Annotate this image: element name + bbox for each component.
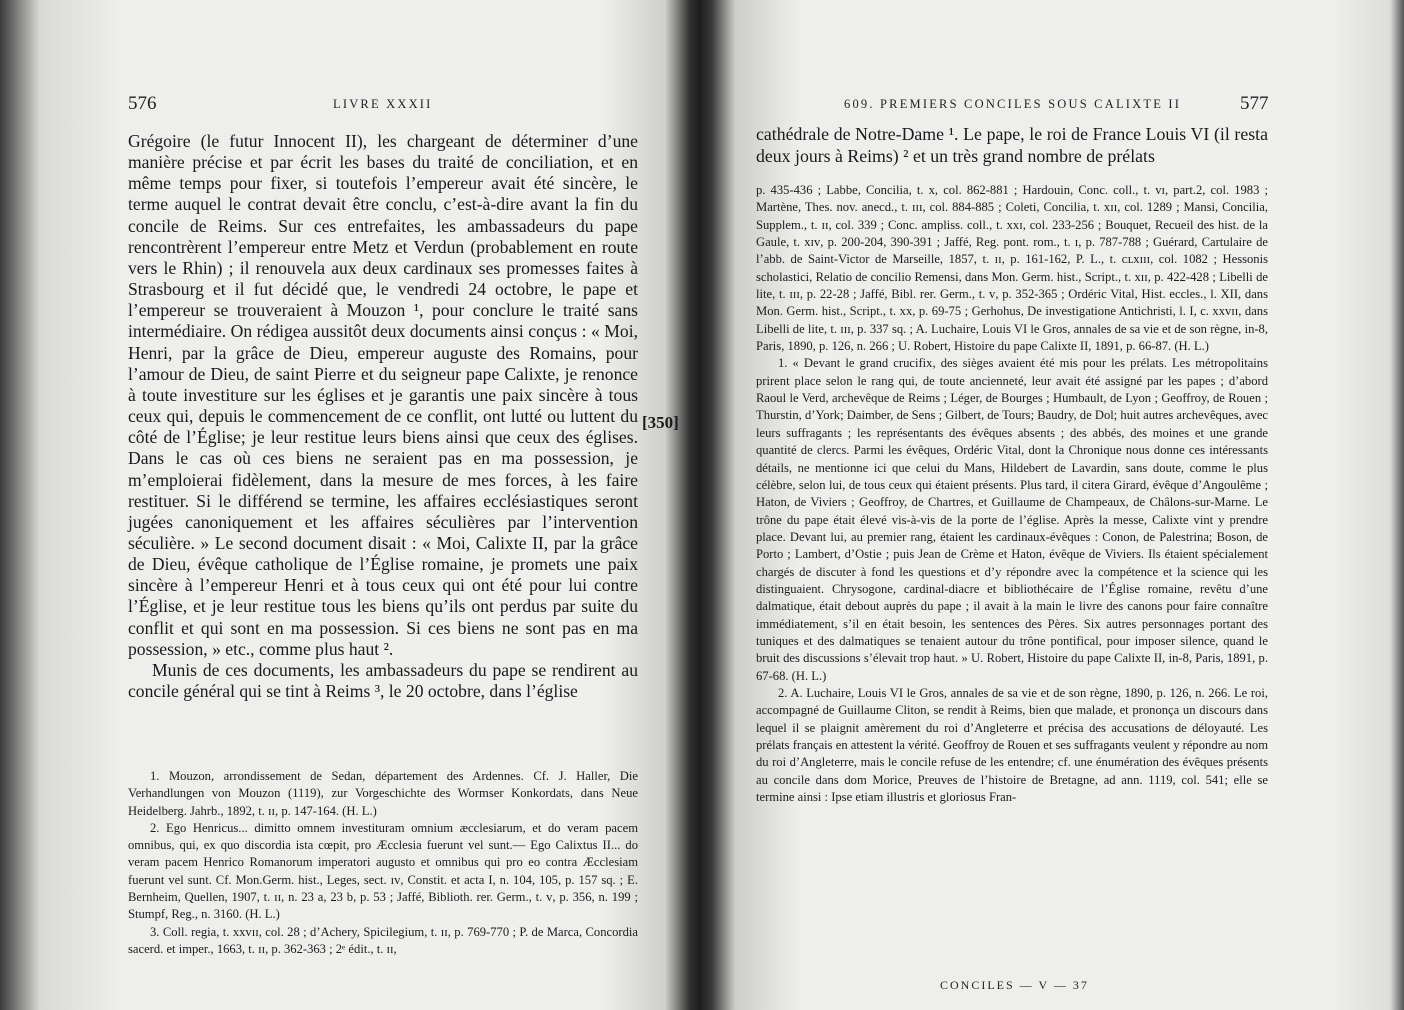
page-number: 577 (1240, 93, 1269, 114)
footnote: 1. « Devant le grand crucifix, des sièges avaient été mis pour les prélats. Les métropolitains prirent place selon le rang qui, de toute ancienneté, leur avait été assigné par les papes ; d’abord Raoul le Verd, archevêque de Reims ; Léger, de Bourges ; Humbault, de Lyon ; Geoffroy, de Rouen ; Thurstin, d’York; Daimber, de Sens ; Gilbert, de Tours; Baudry, de Dol; huit autres archevêques, avec leurs suffragants ; les représentants des évêques absents ; des abbés, des moines et une grande quantité de clercs. Parmi les évêques, Ordéric Vital, dont la Chronique nous donne ces intéressants détails, ne mentionne ici que celui du Mans, Hildebert de Lavardin, sans doute, comme le plus célèbre, selon lui, de tous ceux qui étaient présents. Plus tard, il citera Girard, évêque d’Angoulême ; Haton, de Viviers ; Geoffroy, de Chartres, et Guillaume de Champeaux, de Châlons-sur-Marne. Le trône du pape était élevé vis-à-vis de la porte de l’église. Après la messe, Calixte vint y prendre place. Devant lui, au premier rang, étaient les cardinaux-évêques : Conon, de Palestrina; Boson, de Porto ; Lambert, d’Ostie ; puis Jean de Crème et Haton, évêque de Viviers. Ils étaient spécialement chargés de discuter à fond les questions et d’y répondre avec la compétence et la science qui les distinguaient. Chrysogone, cardinal-diacre et bibliothécaire de l’Église romaine, revêtu d’une dalmatique, était debout auprès du pape ; il avait à la main le livre des canons pour faire connaître immédiatement, s’il en était besoin, les sentences des Pères. Six autres personnages portant des tuniques et des dalmatiques se tenaient autour du trône pontifical, pour imposer silence, quand le bruit des discussions s’élevait trop haut. » U. Robert, Histoire du pape Calixte II, in-8, Paris, 1891, p. 67-68. (H. L.) (756, 356, 1268, 683)
main-text (756, 124, 1268, 167)
running-head: LIVRE XXXII (333, 97, 433, 111)
paragraph: Munis de ces documents, les ambassadeurs du pape se rendirent au concile général qui se tint à Reims ³, le 20 octobre, dans l’église (128, 659, 638, 702)
right-page (712, 0, 1404, 1010)
paragraph: Grégoire (le futur Innocent II), les chargeant de déterminer d’une manière précise et par écrit les bases du traité de conciliation, et en même temps pour fixer, si toutefois l’empereur avait été sincère, le terme auquel le contrat devait être conclu, c’est-à-dire avant la fin du concile de Reims. Sur ces entrefaites, les ambassadeurs du pape rencontrèrent l’empereur entre Metz et Verdun (probablement en route vers le Rhin) ; il renouvela aux deux cardinaux ses promesses faites à Strasbourg et il fut décidé que, le vendredi 24 octobre, le pape et l’empereur se trouveraient à Mouzon ¹, pour conclure le traité sans intermédiaire. On rédigea aussitôt deux documents ainsi conçus : « Moi, Henri, par la grâce de Dieu, empereur auguste des Romains, pour l’amour de Dieu, de saint Pierre et du seigneur pape Calixte, je renonce à toute investiture sur les églises et je garantis une paix sincère à tous ceux qui, depuis le commencement de ce conflit, ont lutté ou luttent du côté de l’Église; je leur restitue leurs biens ainsi que ceux des églises. Dans le cas où ces biens ne seraient pas en ma possession, je m’emploierai fidèlement, dans la mesure de mes forces, à les faire restituer. Si le différend se termine, les affaires ecclésiastiques seront jugées canoniquement et les affaires séculières par l’intervention séculière. » Le second document disait : « Moi, Calixte II, par la grâce de Dieu, évêque catholique de l’Église romaine, je promets une paix sincère à l’empereur Henri et à tous ceux qui ont été pour lui contre l’Église, et je leur restitue tous les biens qu’ils ont perdus par suite du conflit et qui sont en ma possession. Si ces biens ne sont pas en ma possession, » etc., comme plus haut ². (128, 131, 638, 659)
footnote: 2. Ego Henricus... dimitto omnem investituram omnium æcclesiarum, et do veram pacem omnibus, qui, ex quo discordia ista cœpit, pro Æcclesia fuerunt vel sunt.— Ego Calixtus II... do veram pacem Henrico Romanorum imperatori augusto et omnibus qui pro eo contra Æcclesiam fuerunt vel sunt. Cf. Mon.Germ. hist., Leges, sect. ɪᴠ, Constit. et acta I, n. 104, 105, p. 157 sq. ; E. Bernheim, Quellen, 1907, t. ɪɪ, n. 23 a, 23 b, p. 53 ; Jaffé, Biblioth. rer. Germ., t. ᴠ, p. 356, n. 199 ; Stumpf, Reg., n. 3160. (H. L.) (128, 820, 638, 922)
margin-note: [350] (642, 413, 679, 432)
footnote: p. 435-436 ; Labbe, Concilia, t. x, col. 862-881 ; Hardouin, Conc. coll., t. ᴠɪ, part.2, col. 1983 ; Martène, Thes. nov. anecd., t. ɪɪɪ, col. 884-885 ; Coleti, Concilia, t. xɪɪ, col. 1289 ; Mansi, Concilia, Supplem., t. ɪɪ, col. 339 ; Conc. ampliss. coll., t. xxɪ, col. 233-256 ; Bouquet, Recueil des hist. de la Gaule, t. xɪᴠ, p. 200-204, 390-391 ; Jaffé, Reg. pont. rom., t. ɪ, p. 787-788 ; Guérard, Cartulaire de l’abb. de Saint-Victor de Marseille, 1857, t. ɪɪ, p. 161-162, P. L., t. ᴄʟxɪɪɪ, col. 1082 ; Hessonis scholastici, Relatio de concilio Remensi, dans Mon. Germ. hist., Script., t. xɪɪ, p. 422-428 ; Libelli de lite, t. ɪɪɪ, p. 22-28 ; Jaffé, Bibl. rer. Germ., t. ᴠ, p. 352-365 ; Ordéric Vital, Hist. eccles., l. XII, dans Mon. Germ. hist., Script., t. xx, p. 69-75 ; Gerhohus, De investigatione Antichristi, l. I, c. xxᴠɪɪ, dans Libelli de lite, t. ɪɪɪ, p. 337 sq. ; A. Luchaire, Louis VI le Gros, annales de sa vie et de son règne, in-8, Paris, 1890, p. 126, n. 266 ; U. Robert, Histoire du pape Calixte II, 1891, p. 66-87. (H. L.) (756, 183, 1268, 354)
paragraph: cathédrale de Notre-Dame ¹. Le pape, le roi de France Louis VI (il resta deux jours à Reims) ² et un très grand nombre de prélats (756, 124, 1268, 166)
running-head: 609. PREMIERS CONCILES SOUS CALIXTE II (844, 97, 1182, 111)
footnote: 2. A. Luchaire, Louis VI le Gros, annales de sa vie et de son règne, 1890, p. 126, n. 266. Le roi, accompagné de Guillaume Cliton, se rendit à Reims, bien que malade, et prononça un discours dans lequel il se plaignit amèrement du roi d’Angleterre et précisa des accusations de déloyauté. Les prélats français en attestent la vérité. Geoffroy de Rouen et ses suffragants veulent y répondre au nom du roi d’Angleterre, mais le concile refuse de les entendre; cf. une énumération des évêques présents au concile dans dom Morice, Preuves de l’histoire de Bretagne, ad ann. 1119, col. 541; elle se termine ainsi : Ipse etiam illustris et gloriosus Fran- (756, 685, 1268, 805)
footnotes (756, 182, 1268, 806)
page-number: 576 (128, 93, 157, 114)
signature-footer: CONCILES — V — 37 (940, 978, 1089, 992)
main-text (128, 131, 638, 702)
left-page (0, 0, 690, 1010)
footnote: 1. Mouzon, arrondissement de Sedan, département des Ardennes. Cf. J. Haller, Die Verhandlungen von Mouzon (1119), zur Vorgeschichte des Wormser Konkordats, dans Neue Heidelberg. Jahrb., 1892, t. ɪɪ, p. 147-164. (H. L.) (128, 769, 638, 818)
footnote: 3. Coll. regia, t. xxᴠɪɪ, col. 28 ; d’Achery, Spicilegium, t. ɪɪ, p. 769-770 ; P. de Marca, Concordia sacerd. et imper., 1663, t. ɪɪ, p. 362-363 ; 2ᵉ édit., t. ɪɪ, (128, 924, 638, 956)
footnotes (128, 768, 638, 958)
